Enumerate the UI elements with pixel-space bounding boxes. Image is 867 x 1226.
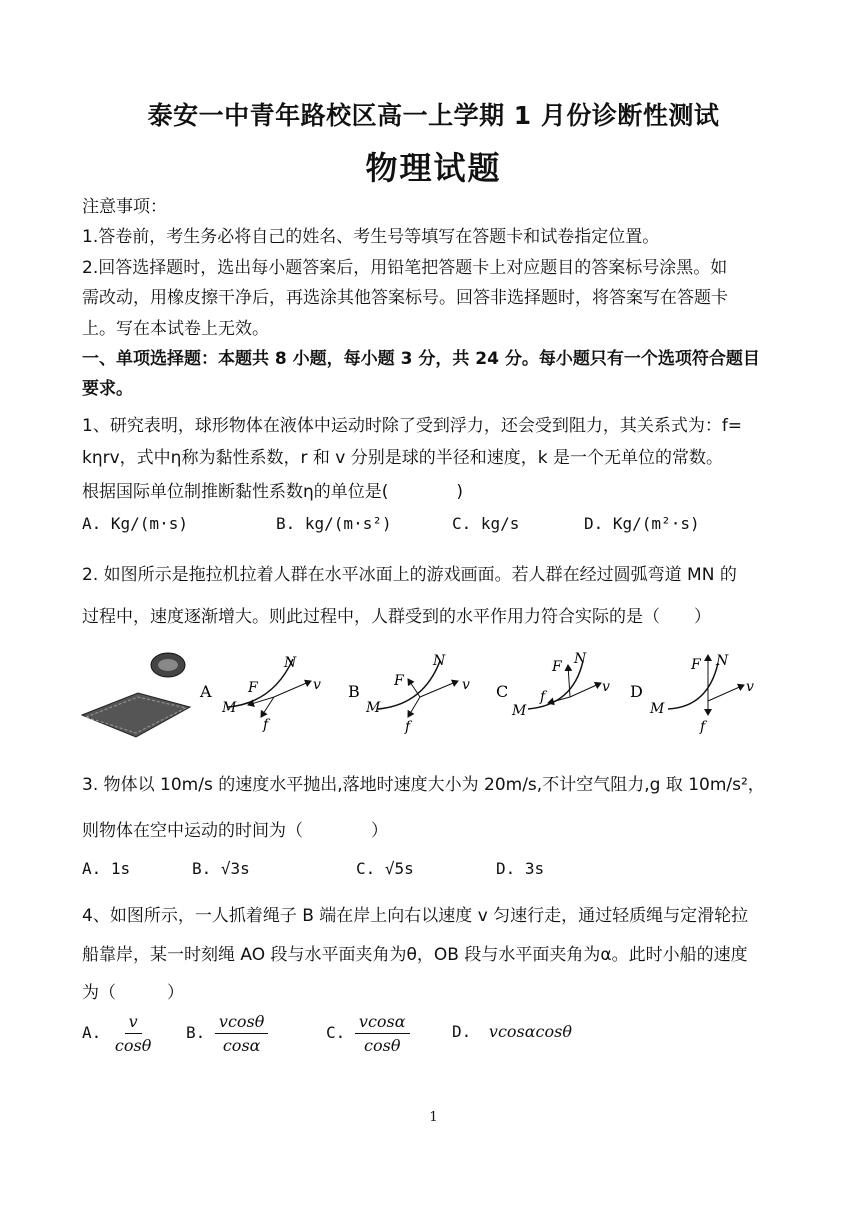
q3-line-1: 3. 物体以 10m/s 的速度水平抛出,落地时速度大小为 20m/s,不计空气阻力,g 取 10m/s²，: [82, 775, 765, 795]
q4-option-c-numerator: vcosα: [355, 1012, 410, 1034]
svg-text:N: N: [433, 653, 446, 669]
label-a: A: [200, 682, 212, 701]
q1-option-c: C. kg/s: [452, 514, 520, 533]
q4-line-2: 船靠岸，某一时刻绳 AO 段与水平面夹角为θ，OB 段与水平面夹角为α。此时小船的速度: [82, 945, 748, 965]
svg-text:F: F: [552, 659, 562, 675]
q2-figure: [78, 645, 798, 745]
q4-option-c-fraction: [355, 1012, 410, 1055]
q1-option-a: A. Kg/(m·s): [82, 514, 188, 533]
page-number: 1: [429, 1110, 438, 1125]
svg-text:v: v: [746, 679, 754, 695]
notes-item-2-line-3: 上。写在本试卷上无效。: [82, 319, 269, 339]
option-c-diagram: [496, 651, 610, 719]
section-heading-line-2: 要求。: [82, 379, 133, 399]
q4-option-d: [452, 1022, 572, 1041]
svg-text:f: f: [540, 689, 546, 705]
q4-option-d-label: D.: [452, 1022, 472, 1041]
q4-option-b: [186, 1012, 268, 1055]
svg-text:F: F: [394, 673, 404, 689]
section-heading-line-1: 一、单项选择题：本题共 8 小题，每小题 3 分，共 24 分。每小题只有一个选项符合题目: [82, 349, 760, 369]
svg-text:D: D: [630, 682, 643, 701]
q4-option-a-label: A.: [82, 1023, 102, 1042]
svg-text:B: B: [348, 682, 360, 701]
q4-line-3: 为（ ）: [82, 983, 184, 1003]
q4-option-d-value: vcosαcosθ: [488, 1022, 572, 1041]
svg-text:v: v: [602, 679, 610, 695]
q1-option-d: D. Kg/(m²·s): [584, 514, 700, 533]
svg-text:M: M: [650, 701, 665, 717]
q2-line-1: 2. 如图所示是拖拉机拉着人群在水平冰面上的游戏画面。若人群在经过圆弧弯道 MN 的: [82, 565, 737, 585]
q1-line-2: kηrv，式中η称为黏性系数，r 和 v 分别是球的半径和速度，k 是一个无单位的常数。: [82, 448, 723, 468]
page-title: 泰安一中青年路校区高一上学期 1 月份诊断性测试: [147, 101, 720, 130]
option-a-diagram: [199, 655, 321, 733]
q4-option-c-denominator: cosθ: [364, 1036, 401, 1055]
q3-line-2: 则物体在空中运动的时间为（ ）: [82, 821, 388, 841]
notes-item-1: 1.答卷前，考生务必将自己的姓名、考生号等填写在答题卡和试卷指定位置。: [82, 227, 660, 247]
option-d-diagram: [630, 653, 754, 735]
svg-text:N: N: [284, 655, 297, 671]
q3-option-b: B. √3s: [192, 859, 250, 878]
q3-option-d: D. 3s: [496, 859, 545, 878]
q1-line-3: 根据国际单位制推断黏性系数η的单位是( ): [82, 482, 464, 502]
q4-line-1: 4、如图所示，一人抓着绳子 B 端在岸上向右以速度 v 匀速行走，通过轻质绳与定滑轮拉: [82, 906, 749, 926]
svg-text:F: F: [691, 657, 701, 673]
q4-option-c: [326, 1012, 410, 1055]
q4-option-a-numerator: v: [125, 1012, 142, 1034]
svg-text:N: N: [574, 651, 587, 667]
svg-text:f: f: [263, 717, 269, 733]
q2-line-2: 过程中，速度逐渐增大。则此过程中，人群受到的水平作用力符合实际的是（ ）: [82, 607, 711, 627]
svg-text:M: M: [222, 700, 237, 716]
option-b-diagram: [348, 653, 470, 735]
q4-option-b-fraction: [215, 1012, 268, 1055]
q3-option-a: A. 1s: [82, 859, 131, 878]
svg-text:F: F: [248, 680, 258, 696]
svg-text:v: v: [313, 677, 321, 693]
q4-option-b-label: B.: [186, 1023, 206, 1042]
svg-text:v: v: [462, 677, 470, 693]
q3-option-c: C. √5s: [356, 859, 414, 878]
q4-option-a-denominator: cosθ: [114, 1036, 152, 1055]
svg-text:f: f: [405, 719, 411, 735]
q4-option-b-numerator: vcosθ: [215, 1012, 268, 1034]
q4-option-b-denominator: cosα: [222, 1036, 261, 1055]
q4-option-a-fraction: [111, 1012, 155, 1055]
svg-text:N: N: [716, 653, 729, 669]
page-subtitle: 物理试题: [365, 149, 502, 187]
svg-text:M: M: [512, 703, 527, 719]
q1-option-b: B. kg/(m·s²): [276, 514, 392, 533]
notes-heading: 注意事项：: [82, 197, 167, 217]
notes-item-2-line-2: 需改动，用橡皮擦干净后，再选涂其他答案标号。回答非选择题时，将答案写在答题卡: [82, 288, 728, 308]
q4-option-a: [82, 1012, 155, 1055]
svg-text:C: C: [496, 682, 509, 701]
crowd-picture: [82, 653, 190, 737]
notes-item-2-line-1: 2.回答选择题时，选出每小题答案后，用铅笔把答题卡上对应题目的答案标号涂黑。如: [82, 258, 728, 278]
svg-text:M: M: [366, 700, 381, 716]
q1-line-1: 1、研究表明，球形物体在液体中运动时除了受到浮力，还会受到阻力，其关系式为：f=: [82, 416, 743, 436]
q4-option-c-label: C.: [326, 1023, 346, 1042]
svg-text:f: f: [700, 719, 706, 735]
